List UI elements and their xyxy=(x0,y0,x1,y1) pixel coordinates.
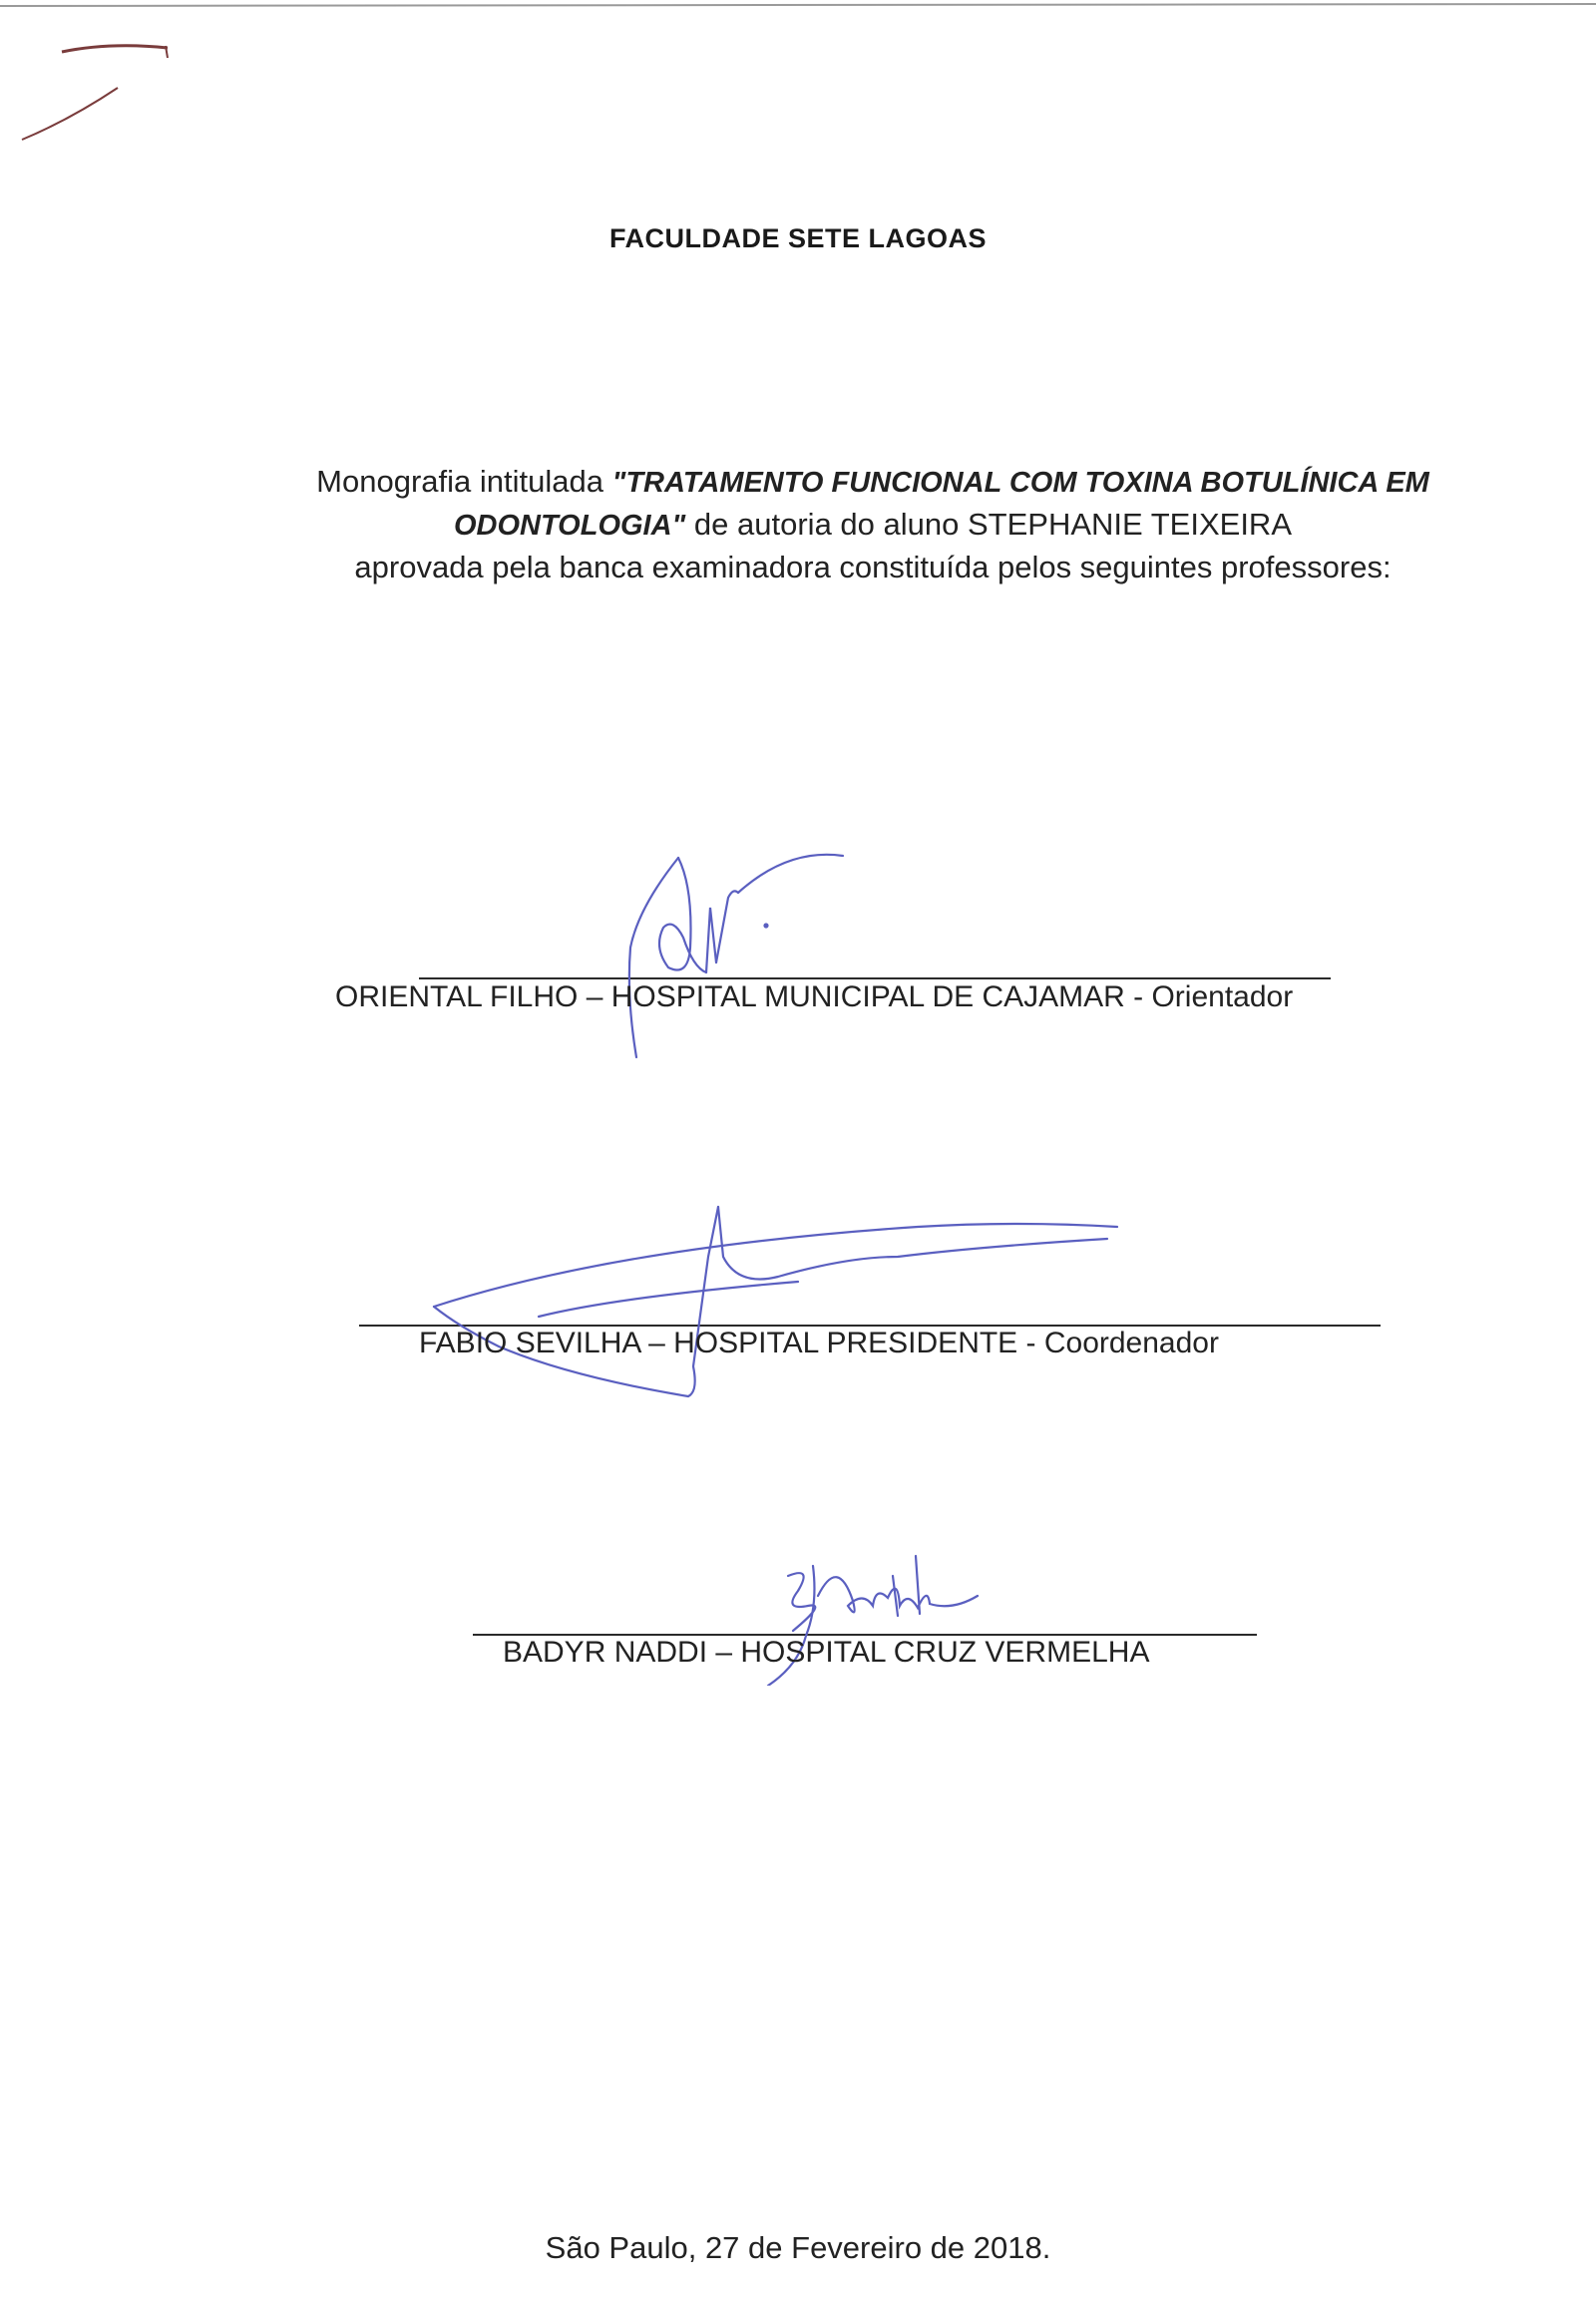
examiner-name-2: FABIO SEVILHA – HOSPITAL PRESIDENTE - Coordenador xyxy=(419,1327,1219,1359)
approval-statement xyxy=(279,461,1466,588)
place-and-date: São Paulo, 27 de Fevereiro de 2018. xyxy=(545,2230,1051,2265)
examiner-name-3: BADYR NADDI – HOSPITAL CRUZ VERMELHA xyxy=(503,1636,1150,1669)
statement-prefix: Monografia intitulada xyxy=(316,464,612,499)
signature-line-1 xyxy=(419,977,1331,979)
statement-approval: aprovada pela banca examinadora constituída pelos seguintes professores: xyxy=(354,550,1392,584)
statement-author: de autoria do aluno STEPHANIE TEIXEIRA xyxy=(685,507,1292,542)
handwritten-signature-2 xyxy=(419,1197,1137,1416)
examiner-name-1: ORIENTAL FILHO – HOSPITAL MUNICIPAL DE CAJAMAR - Orientador xyxy=(335,980,1294,1013)
handwritten-signature-1 xyxy=(598,828,858,1067)
institution-name: FACULDADE SETE LAGOAS xyxy=(608,223,988,253)
monograph-title: "TRATAMENTO FUNCIONAL COM TOXINA BOTULÍNICA EM ODONTOLOGIA" xyxy=(453,467,1429,542)
